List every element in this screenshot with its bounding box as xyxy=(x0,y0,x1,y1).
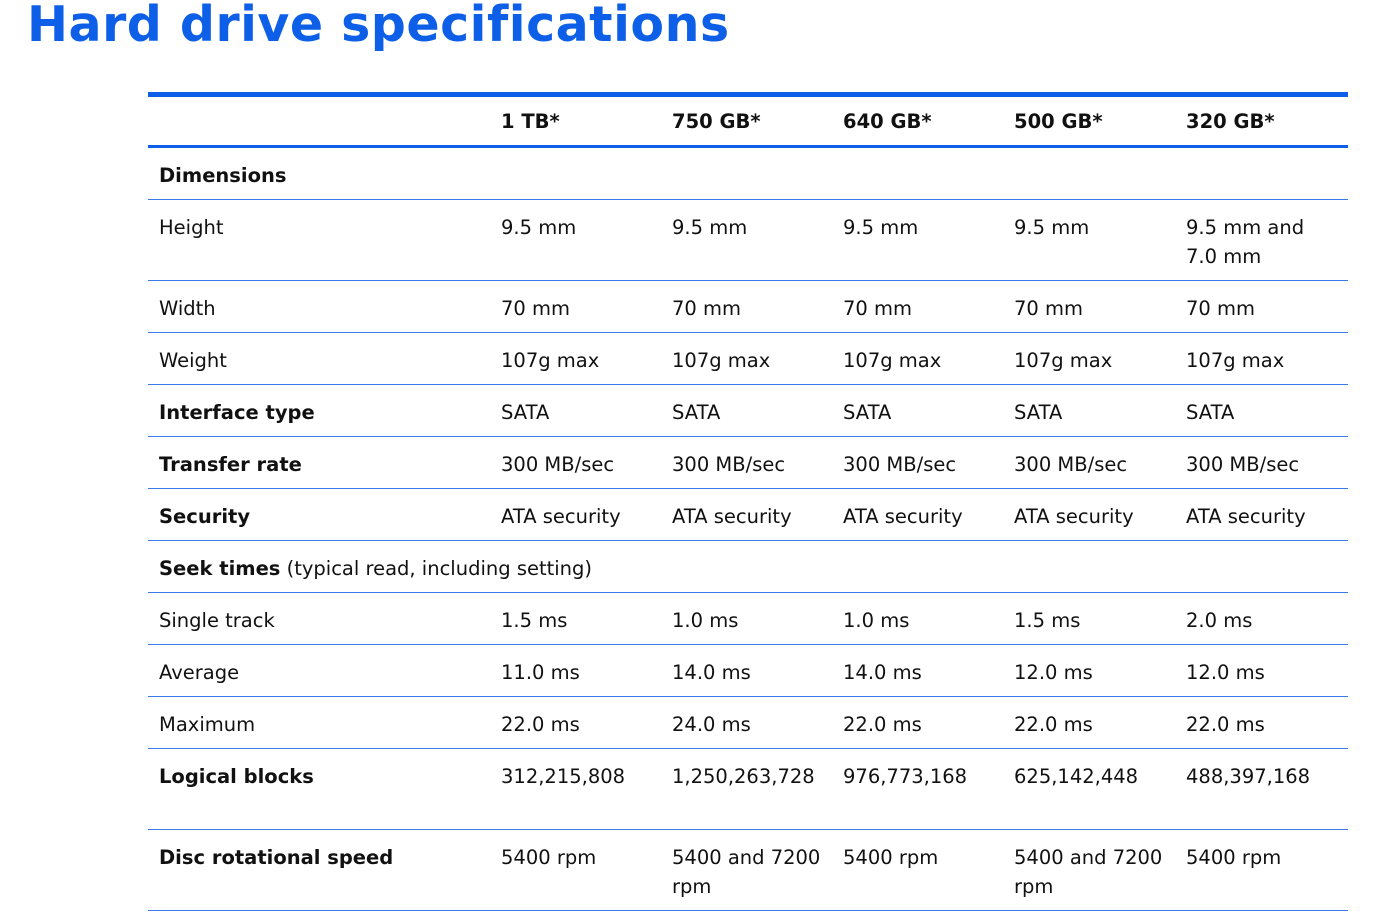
row-label: Width xyxy=(148,281,491,333)
table-cell: 9.5 mm xyxy=(662,200,833,281)
table-cell: 1.0 ms xyxy=(833,593,1004,645)
row-label: Average xyxy=(148,645,491,697)
table-row-width xyxy=(148,281,1348,333)
table-cell: 1.5 ms xyxy=(1004,593,1176,645)
table-cell: 300 MB/sec xyxy=(833,437,1004,489)
section-label: Dimensions xyxy=(148,147,1348,200)
table-cell: 300 MB/sec xyxy=(491,437,662,489)
table-cell: 107g max xyxy=(491,333,662,385)
table-cell: ATA security xyxy=(662,489,833,541)
page-title: Hard drive specifications xyxy=(27,0,730,53)
table-cell: 14.0 ms xyxy=(833,645,1004,697)
table-cell: 9.5 mm xyxy=(833,200,1004,281)
section-note: (typical read, including setting) xyxy=(286,557,593,580)
table-cell: ATA security xyxy=(491,489,662,541)
header-cell-empty xyxy=(148,95,491,147)
table-cell: 488,397,168 xyxy=(1176,749,1348,830)
table-row-disc-rotational-speed xyxy=(148,830,1348,911)
table-cell: 5400 rpm xyxy=(833,830,1004,911)
header-cell-640gb: 640 GB* xyxy=(833,95,1004,147)
row-label: Single track xyxy=(148,593,491,645)
table-row-security xyxy=(148,489,1348,541)
row-label: Maximum xyxy=(148,697,491,749)
table-cell: SATA xyxy=(491,385,662,437)
table-cell: 300 MB/sec xyxy=(1004,437,1176,489)
table-cell: 5400 and 7200 rpm xyxy=(1004,830,1176,911)
table-cell: 22.0 ms xyxy=(1176,697,1348,749)
table-cell: 12.0 ms xyxy=(1176,645,1348,697)
header-cell-750gb: 750 GB* xyxy=(662,95,833,147)
table-cell: 70 mm xyxy=(662,281,833,333)
table-row-weight xyxy=(148,333,1348,385)
header-cell-320gb: 320 GB* xyxy=(1176,95,1348,147)
table-cell: 312,215,808 xyxy=(491,749,662,830)
table-cell: SATA xyxy=(662,385,833,437)
table-cell: 1.5 ms xyxy=(491,593,662,645)
table-cell: 300 MB/sec xyxy=(1176,437,1348,489)
row-label: Disc rotational speed xyxy=(148,830,491,911)
section-row-seek-times xyxy=(148,541,1348,593)
table-cell: SATA xyxy=(833,385,1004,437)
table-cell: SATA xyxy=(1176,385,1348,437)
table-row-height xyxy=(148,200,1348,281)
table-cell: 107g max xyxy=(1004,333,1176,385)
row-label: Security xyxy=(148,489,491,541)
table-row-single-track xyxy=(148,593,1348,645)
table-cell: 2.0 ms xyxy=(1176,593,1348,645)
table-cell: 976,773,168 xyxy=(833,749,1004,830)
table-cell: 5400 and 7200 rpm xyxy=(662,830,833,911)
table-cell: 22.0 ms xyxy=(491,697,662,749)
table-cell: 107g max xyxy=(833,333,1004,385)
table-cell: 22.0 ms xyxy=(1004,697,1176,749)
table-cell: 107g max xyxy=(1176,333,1348,385)
section-label xyxy=(148,541,1348,593)
table-cell: 5400 rpm xyxy=(1176,830,1348,911)
table-row-maximum xyxy=(148,697,1348,749)
table-cell: 625,142,448 xyxy=(1004,749,1176,830)
header-cell-500gb: 500 GB* xyxy=(1004,95,1176,147)
table-cell: 107g max xyxy=(662,333,833,385)
row-label: Logical blocks xyxy=(148,749,491,830)
table-cell: 12.0 ms xyxy=(1004,645,1176,697)
table-cell: 9.5 mm and 7.0 mm xyxy=(1176,200,1348,281)
table-cell: 1,250,263,728 xyxy=(662,749,833,830)
table-cell: 70 mm xyxy=(1004,281,1176,333)
table-cell: ATA security xyxy=(1004,489,1176,541)
table-cell: 70 mm xyxy=(1176,281,1348,333)
spec-table xyxy=(148,92,1348,911)
table-cell: ATA security xyxy=(1176,489,1348,541)
table-cell: 9.5 mm xyxy=(1004,200,1176,281)
table-cell: SATA xyxy=(1004,385,1176,437)
table-cell: ATA security xyxy=(833,489,1004,541)
table-cell: 24.0 ms xyxy=(662,697,833,749)
table-cell: 70 mm xyxy=(833,281,1004,333)
table-row-average xyxy=(148,645,1348,697)
table-cell: 14.0 ms xyxy=(662,645,833,697)
table-row-logical-blocks xyxy=(148,749,1348,830)
section-title: Seek times xyxy=(159,557,281,580)
row-label: Weight xyxy=(148,333,491,385)
table-cell: 300 MB/sec xyxy=(662,437,833,489)
table-row-transfer-rate xyxy=(148,437,1348,489)
section-row-dimensions xyxy=(148,147,1348,200)
row-label: Transfer rate xyxy=(148,437,491,489)
table-header-row xyxy=(148,95,1348,147)
table-row-interface-type xyxy=(148,385,1348,437)
row-label: Height xyxy=(148,200,491,281)
table-cell: 1.0 ms xyxy=(662,593,833,645)
header-cell-1tb: 1 TB* xyxy=(491,95,662,147)
row-label: Interface type xyxy=(148,385,491,437)
table-cell: 22.0 ms xyxy=(833,697,1004,749)
table-cell: 9.5 mm xyxy=(491,200,662,281)
table-cell: 11.0 ms xyxy=(491,645,662,697)
table-cell: 70 mm xyxy=(491,281,662,333)
table-cell: 5400 rpm xyxy=(491,830,662,911)
